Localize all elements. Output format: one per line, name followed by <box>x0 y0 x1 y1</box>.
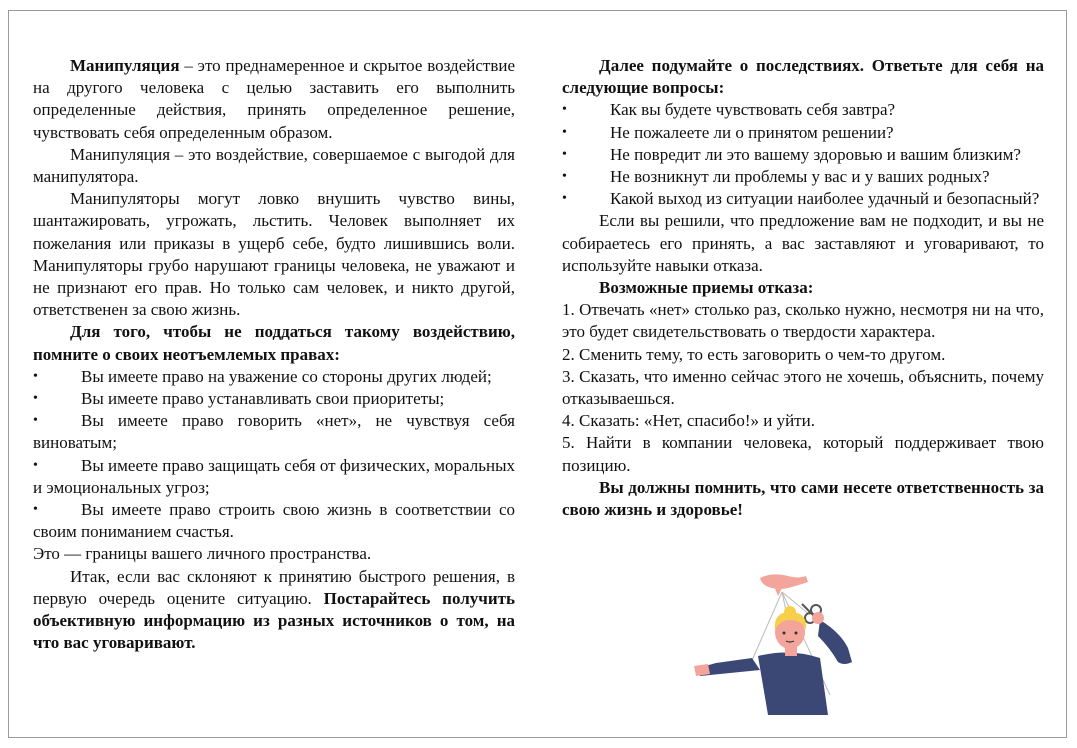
right-text: Вы имеете право на уважение со стороны других людей; <box>81 366 492 386</box>
paragraph-manipulators: Манипуляторы могут ловко внушить чувство вины, шантажировать, угрожать, льстить. Человек выполняет их пожелания или приказы в ущерб себе, будто лишившись воли. Манипуляторы грубо нарушают границы человека, не уважают и не признают его прав. Но только сам человек, и никто другой, ответственен за свою жизнь. <box>33 189 515 320</box>
list-item: 1. Отвечать «нет» столько раз, сколько нужно, несмотря ни на что, это будет свидетельствовать о твердости характера. <box>562 300 1044 342</box>
question-text: Не пожалеете ли о принятом решении? <box>610 122 894 142</box>
list-item <box>33 499 515 543</box>
consequences-intro <box>562 55 1044 99</box>
list-item: 2. Сменить тему, то есть заговорить о чем-то другом. <box>562 344 946 364</box>
list-item: 5. Найти в компании человека, который поддерживает твою позицию. <box>562 433 1044 475</box>
list-item <box>33 366 515 388</box>
definition-text: – это преднамеренное и скрытое воздействие на другого человека с целью заставить его выполнить определенные действия, принять определенное решение, чувствовать себя определенным образом. <box>33 56 515 142</box>
advice-paragraph <box>33 566 515 655</box>
responsibility-text: Вы должны помнить, что сами несете ответственность за свою жизнь и здоровье! <box>562 477 1044 520</box>
list-item <box>33 410 515 454</box>
right-text: Вы имеете право устанавливать свои приоритеты; <box>81 389 445 409</box>
list-item <box>562 166 1044 188</box>
list-item <box>562 99 1044 121</box>
list-item <box>562 122 1044 144</box>
paragraph-benefit: Манипуляция – это воздействие, совершаемое с выгодой для манипулятора. <box>33 144 515 187</box>
puppet-manipulation-illustration <box>690 570 865 715</box>
list-item <box>562 188 1044 210</box>
rights-intro-text: Для того, чтобы не поддаться такому воздействию, помните о своих неотъемлемых правах: <box>33 322 515 364</box>
left-column <box>33 55 515 654</box>
term-manipulation: Манипуляция <box>70 56 180 75</box>
refusal-methods-heading <box>562 277 1044 299</box>
advice-bold-text: Постарайтесь получить объективную информацию из разных источников о том, на что вас уговаривают. <box>33 588 516 653</box>
refusal-methods-heading-text: Возможные приемы отказа: <box>599 278 814 298</box>
refusal-paragraph: Если вы решили, что предложение вам не подходит, и вы не собираетесь его принять, а вас заставляют и уговаривают, то используйте навыки отказа. <box>562 211 1044 275</box>
boundaries-paragraph: Это — границы вашего личного пространства. <box>33 544 372 564</box>
right-text: Вы имеете право говорить «нет», не чувствуя себя виноватым; <box>33 411 515 453</box>
list-item: 4. Сказать: «Нет, спасибо!» и уйти. <box>562 411 815 431</box>
right-column <box>562 55 1044 521</box>
advice-text: Итак, если вас склоняют к принятию быстрого решения, в первую очередь оцените ситуацию. <box>33 566 515 608</box>
list-item: 3. Сказать, что именно сейчас этого не хочешь, объяснить, почему отказываешься. <box>562 366 1044 409</box>
right-text: Вы имеете право строить свою жизнь в соответствии со своим пониманием счастья. <box>33 500 515 542</box>
list-item <box>33 455 515 499</box>
consequences-intro-text: Далее подумайте о последствиях. Ответьте для себя на следующие вопросы: <box>562 56 1044 98</box>
question-text: Какой выход из ситуации наиболее удачный и безопасный? <box>610 189 1040 209</box>
rights-intro <box>33 321 515 365</box>
list-item <box>33 388 515 410</box>
question-text: Не возникнут ли проблемы у вас и у ваших родных? <box>610 167 990 187</box>
question-text: Как вы будете чувствовать себя завтра? <box>610 100 896 120</box>
responsibility-paragraph <box>562 477 1044 521</box>
list-item <box>562 144 1044 166</box>
right-text: Вы имеете право защищать себя от физических, моральных и эмоциональных угроз; <box>33 455 515 497</box>
definition-paragraph <box>33 55 515 144</box>
question-text: Не повредит ли это вашему здоровью и вашим близким? <box>610 144 1021 164</box>
